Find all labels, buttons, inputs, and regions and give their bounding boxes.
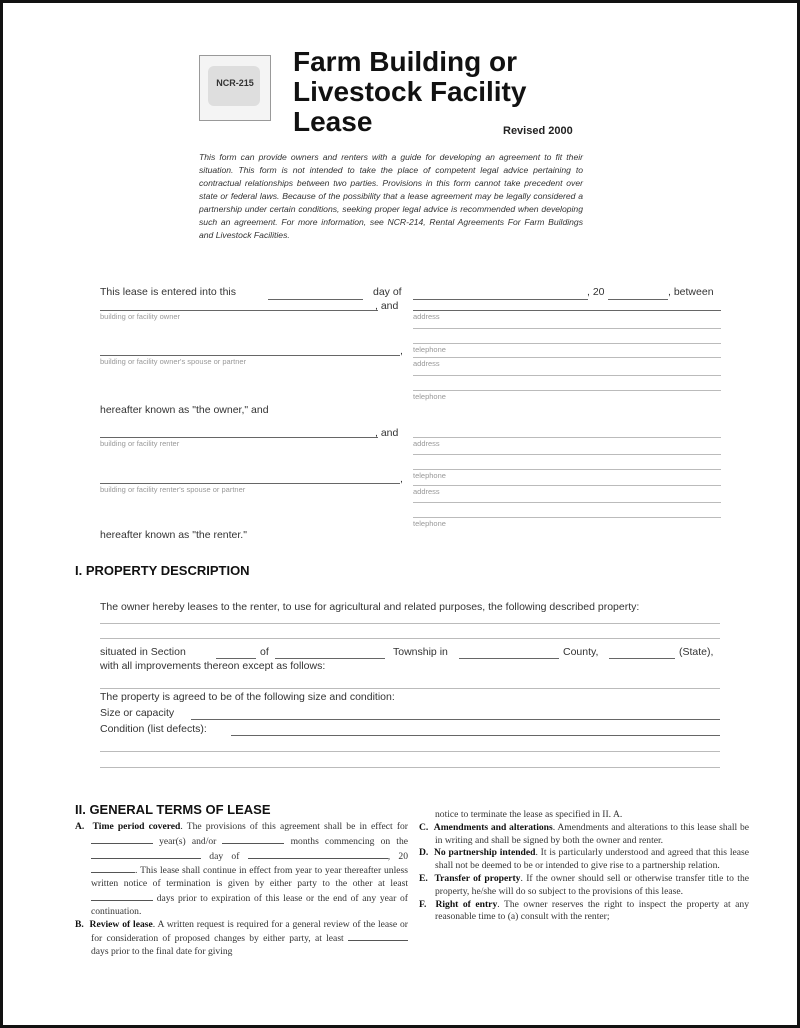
telephone-label: telephone xyxy=(413,392,446,401)
term-title: Review of lease xyxy=(89,918,153,930)
term-text: , 20 xyxy=(387,850,409,862)
ncr-logo xyxy=(199,55,271,121)
commence-month-field[interactable] xyxy=(248,849,388,859)
day-of-text: day of xyxy=(373,286,402,298)
owner-spouse-label: building or facility owner's spouse or partner xyxy=(100,357,247,366)
term-title: Right of entry xyxy=(435,898,498,910)
term-text: year(s) and/or xyxy=(159,835,217,847)
terms-right-column xyxy=(419,809,749,924)
day-field[interactable] xyxy=(268,299,363,300)
state-text: (State), xyxy=(679,646,714,658)
term-text: . Amendments and alterations to this lease shall be in writing and shall be signed by both the owner and renter. xyxy=(435,821,749,846)
renter-known-text: hereafter known as "the renter." xyxy=(100,529,247,541)
term-title: Time period covered xyxy=(92,821,181,832)
term-b xyxy=(75,919,408,959)
review-days-field[interactable] xyxy=(348,931,408,941)
years-field[interactable] xyxy=(91,834,153,844)
size-field[interactable] xyxy=(191,719,720,720)
term-text: . A written request is required for a general review of the lease or for consideration of proposed changes by either party, at least xyxy=(91,918,408,945)
term-title: Transfer of property xyxy=(434,872,521,884)
owner-known-text: hereafter known as "the owner," and xyxy=(100,404,269,416)
page-title xyxy=(293,47,526,137)
between-text: , between xyxy=(668,286,714,298)
renter-spouse-address-field[interactable] xyxy=(413,485,721,486)
term-title: No partnership intended xyxy=(433,847,536,859)
size-text: Size or capacity xyxy=(100,707,175,719)
term-a xyxy=(75,821,408,919)
leases-text: The owner hereby leases to the renter, to use for agricultural and related purposes, the following described property: xyxy=(100,601,640,613)
telephone-field[interactable] xyxy=(413,390,721,391)
commence-year-field[interactable] xyxy=(91,863,135,873)
term-f xyxy=(419,899,749,925)
property-description-line[interactable] xyxy=(100,623,720,624)
telephone-field[interactable] xyxy=(413,469,721,470)
section-heading-property: I. PROPERTY DESCRIPTION xyxy=(75,563,250,578)
county-text: County, xyxy=(563,646,599,658)
section-heading-terms: II. GENERAL TERMS OF LEASE xyxy=(75,802,271,817)
condition-line[interactable] xyxy=(100,751,720,752)
term-letter: C. xyxy=(419,821,429,833)
owner-address-field[interactable] xyxy=(413,310,721,311)
telephone-field[interactable] xyxy=(413,343,721,344)
owner-spouse-field[interactable] xyxy=(100,355,400,356)
spouse-address-field[interactable] xyxy=(413,357,721,358)
address-label: address xyxy=(413,439,440,448)
term-text: day of xyxy=(209,850,240,862)
term-letter: E. xyxy=(419,872,428,884)
title-line: Lease xyxy=(293,106,373,137)
revised-date: Revised 2000 xyxy=(503,125,573,137)
address-line[interactable] xyxy=(413,375,721,376)
township-text: Township in xyxy=(393,646,448,658)
term-c xyxy=(419,822,749,848)
renter-address-field[interactable] xyxy=(413,437,721,438)
address-label: address xyxy=(413,312,440,321)
address-label: address xyxy=(413,359,440,368)
section-field[interactable] xyxy=(216,658,256,659)
situated-text: situated in Section xyxy=(100,646,186,658)
township-field[interactable] xyxy=(275,658,385,659)
term-d xyxy=(419,847,749,873)
logo-label: NCR-215 xyxy=(216,78,254,88)
condition-field[interactable] xyxy=(231,735,720,736)
term-letter: A. xyxy=(75,821,85,832)
telephone-label: telephone xyxy=(413,345,446,354)
condition-line[interactable] xyxy=(100,767,720,768)
state-field[interactable] xyxy=(609,658,675,659)
months-field[interactable] xyxy=(222,834,284,844)
address-label: address xyxy=(413,487,440,496)
address-line[interactable] xyxy=(413,328,721,329)
terms-left-column xyxy=(75,821,408,959)
term-letter: D. xyxy=(419,847,429,859)
year-field[interactable] xyxy=(608,299,668,300)
term-text: . It is particularly understood and agreed that this lease shall not be deemed to be or intended to give rise to a partnership relation. xyxy=(435,847,750,872)
month-field[interactable] xyxy=(413,299,588,300)
owner-label: building or facility owner xyxy=(100,312,181,321)
telephone-field[interactable] xyxy=(413,517,721,518)
entered-text: This lease is entered into this xyxy=(100,286,236,298)
renter-field[interactable] xyxy=(100,437,378,438)
year-text: , 20 xyxy=(587,286,605,298)
and-text: , and xyxy=(375,427,399,439)
agreed-text: The property is agreed to be of the following size and condition: xyxy=(100,691,395,703)
property-description-line[interactable] xyxy=(100,638,720,639)
owner-field[interactable] xyxy=(100,310,378,311)
telephone-label: telephone xyxy=(413,471,446,480)
renter-spouse-field[interactable] xyxy=(100,483,400,484)
title-line: Farm Building or xyxy=(293,46,517,77)
notice-days-field[interactable] xyxy=(91,891,153,901)
improvements-line[interactable] xyxy=(100,688,720,689)
term-text: . If the owner should sell or otherwise transfer title to the property, he/she will do so subject to the provisions of this lease. xyxy=(435,872,750,897)
term-text: . This lease shall continue in effect from year to year thereafter unless written notice of termination is given by either party to the other at least xyxy=(91,865,408,890)
renter-label: building or facility renter xyxy=(100,439,180,448)
title-line: Livestock Facility xyxy=(293,76,527,107)
comma-text: , xyxy=(400,473,403,485)
term-text: . The owner reserves the right to inspect the property at any reasonable time to (a) consult with the renter; xyxy=(435,898,750,923)
comma-text: , xyxy=(400,345,403,357)
term-title: Amendments and alterations xyxy=(433,821,553,833)
term-letter: F. xyxy=(419,898,427,910)
improvements-text: with all improvements thereon except as follows: xyxy=(100,660,326,672)
condition-text: Condition (list defects): xyxy=(100,723,207,735)
term-text: months commencing on the xyxy=(290,835,408,847)
term-text: . The provisions of this agreement shall be in effect for xyxy=(180,821,408,832)
term-b-continued: notice to terminate the lease as specified in II. A. xyxy=(435,809,623,820)
term-text: days prior to expiration of this lease or the end of any year of continuation. xyxy=(91,892,408,917)
telephone-label: telephone xyxy=(413,519,446,528)
term-letter: B. xyxy=(75,918,84,930)
address-line[interactable] xyxy=(413,454,721,455)
county-field[interactable] xyxy=(459,658,559,659)
term-e xyxy=(419,873,749,899)
and-text: , and xyxy=(375,300,399,312)
commence-day-field[interactable] xyxy=(91,849,201,859)
of-text: of xyxy=(260,646,269,658)
address-line[interactable] xyxy=(413,502,721,503)
intro-paragraph: This form can provide owners and renters with a guide for developing an agreement to fit their situation. This form is not intended to take the place of competent legal advice pertaining to contractual relationships between two parties. Provisions in this form cannot take precedent over state or federal laws. Because of the possibility that a lease agreement may be legally considered a partnership under certain conditions, seeking proper legal advice is recommended when developing such an agreement. For more information, see NCR-214, Rental Agreements For Farm Buildings and Livestock Facilities. xyxy=(199,152,583,240)
term-text: days prior to the final date for giving xyxy=(91,946,233,958)
renter-spouse-label: building or facility renter's spouse or partner xyxy=(100,485,246,494)
